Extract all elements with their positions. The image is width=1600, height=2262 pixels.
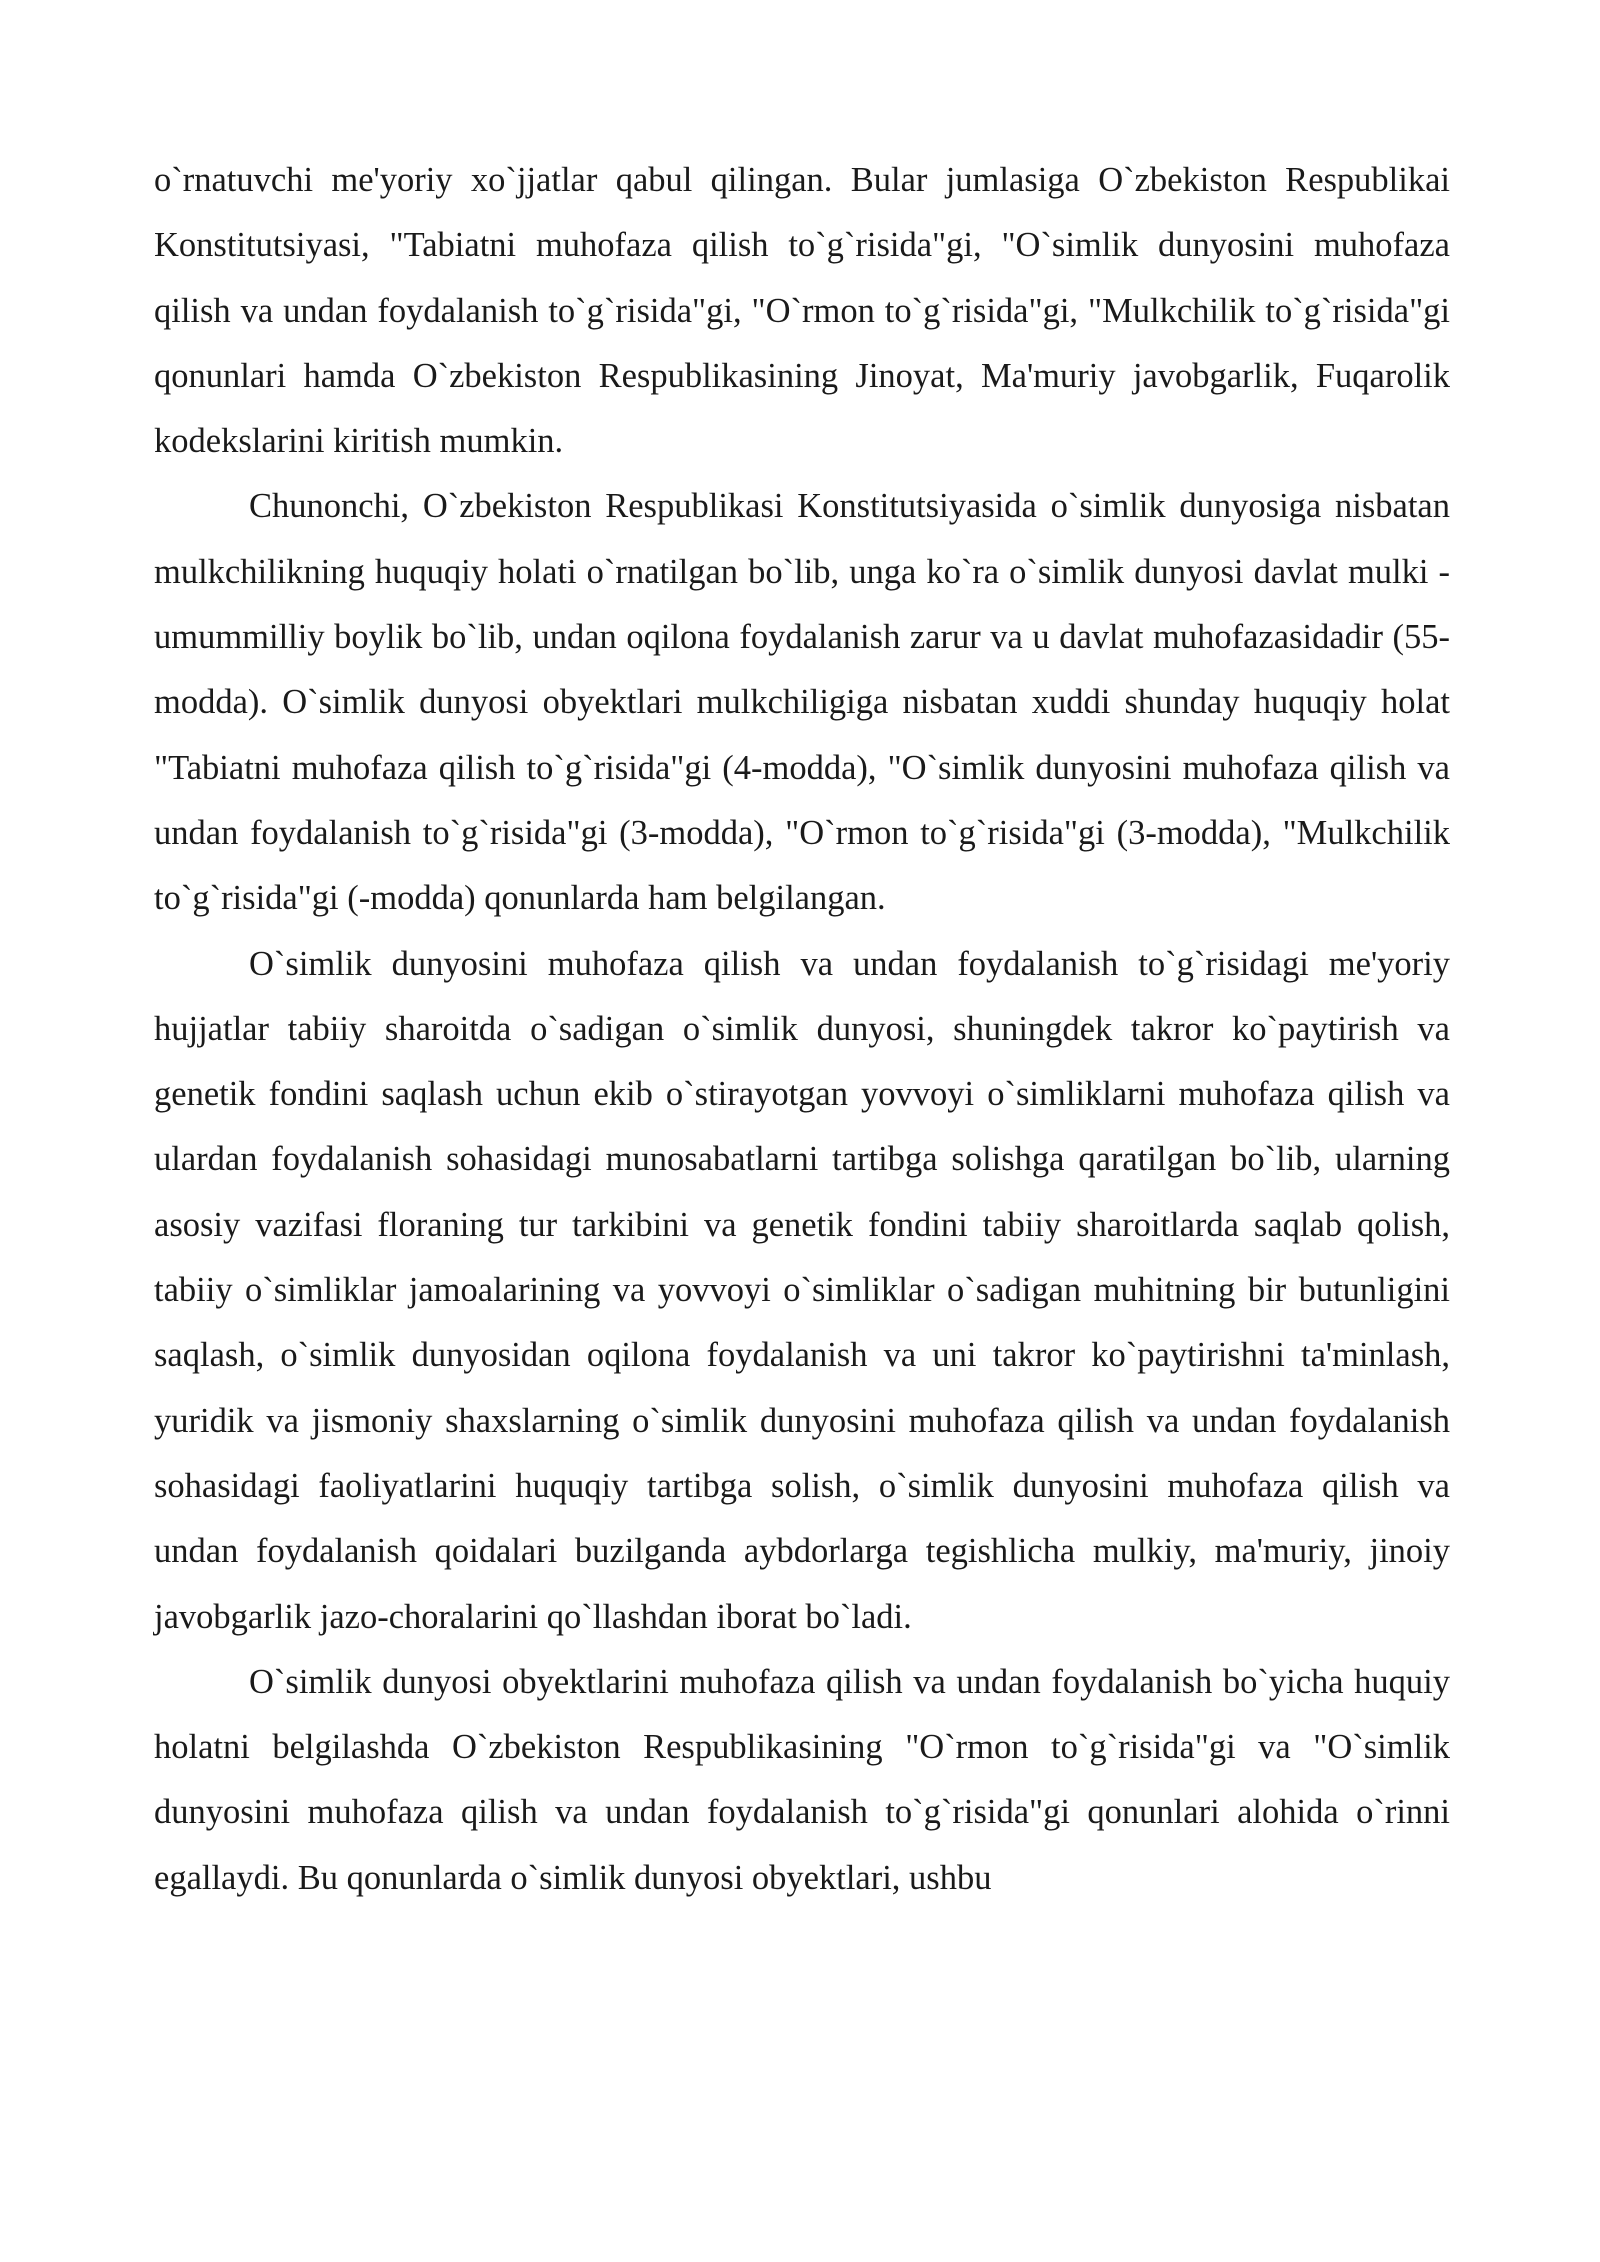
- paragraph-4: O`simlik dunyosi obyektlarini muhofaza qilish va undan foydalanish bo`yicha huquiy holatni belgilashda O`zbekiston Respublikasining "O`rmon to`g`risida"gi va "O`simlik dunyosini muhofaza qilish va undan foydalanish to`g`risida"gi qonunlari alohida o`rinni egallaydi. Bu qonunlarda o`simlik dunyosi obyektlari, ushbu: [154, 1662, 1450, 1897]
- paragraph-3: O`simlik dunyosini muhofaza qilish va undan foydalanish to`g`risidagi me'yoriy hujjatlar tabiiy sharoitda o`sadigan o`simlik dunyosi, shuningdek takror ko`paytirish va genetik fondini saqlash uchun ekib o`stirayotgan yovvoyi o`simliklarni muhofaza qilish va ulardan foydalanish sohasidagi munosabatlarni tartibga solishga qaratilgan bo`lib, ularning asosiy vazifasi floraning tur tarkibini va genetik fondini tabiiy sharoitlarda saqlab qolish, tabiiy o`simliklar jamoalarining va yovvoyi o`simliklar o`sadigan muhitning bir butunligini saqlash, o`simlik dunyosidan oqilona foydalanish va uni takror ko`paytirishni ta'minlash, yuridik va jismoniy shaxslarning o`simlik dunyosini muhofaza qilish va undan foydalanish sohasidagi faoliyatlarini huquqiy tartibga solish, o`simlik dunyosini muhofaza qilish va undan foydalanish qoidalari buzilganda aybdorlarga tegishlicha mulkiy, ma'muriy, jinoiy javobgarlik jazo-choralarini qo`llashdan iborat bo`ladi.: [154, 944, 1450, 1636]
- paragraph-2: Chunonchi, O`zbekiston Respublikasi Konstitutsiyasida o`simlik dunyosiga nisbatan mulkchilikning huquqiy holati o`rnatilgan bo`lib, unga ko`ra o`simlik dunyosi davlat mulki -umummilliy boylik bo`lib, undan oqilona foydalanish zarur va u davlat muhofazasidadir (55-modda). O`simlik dunyosi obyektlari mulkchiligiga nisbatan xuddi shunday huquqiy holat "Tabiatni muhofaza qilish to`g`risida"gi (4-modda), "O`simlik dunyosini muhofaza qilish va undan foydalanish to`g`risida"gi (3-modda), "O`rmon to`g`risida"gi (3-modda), "Mulkchilik to`g`risida"gi (-modda) qonunlarda ham belgilangan.: [154, 487, 1450, 918]
- paragraph-1: o`rnatuvchi me'yoriy xo`jjatlar qabul qilingan. Bular jumlasiga O`zbekiston Respublikai Konstitutsiyasi, "Tabiatni muhofaza qilish to`g`risida"gi, "O`simlik dunyosini muhofaza qilish va undan foydalanish to`g`risida"gi, "O`rmon to`g`risida"gi, "Mulkchilik to`g`risida"gi qonunlari hamda O`zbekiston Respublikasining Jinoyat, Ma'muriy javobgarlik, Fuqarolik kodekslarini kiritish mumkin.: [154, 161, 1450, 461]
- document-body: [154, 148, 1450, 1911]
